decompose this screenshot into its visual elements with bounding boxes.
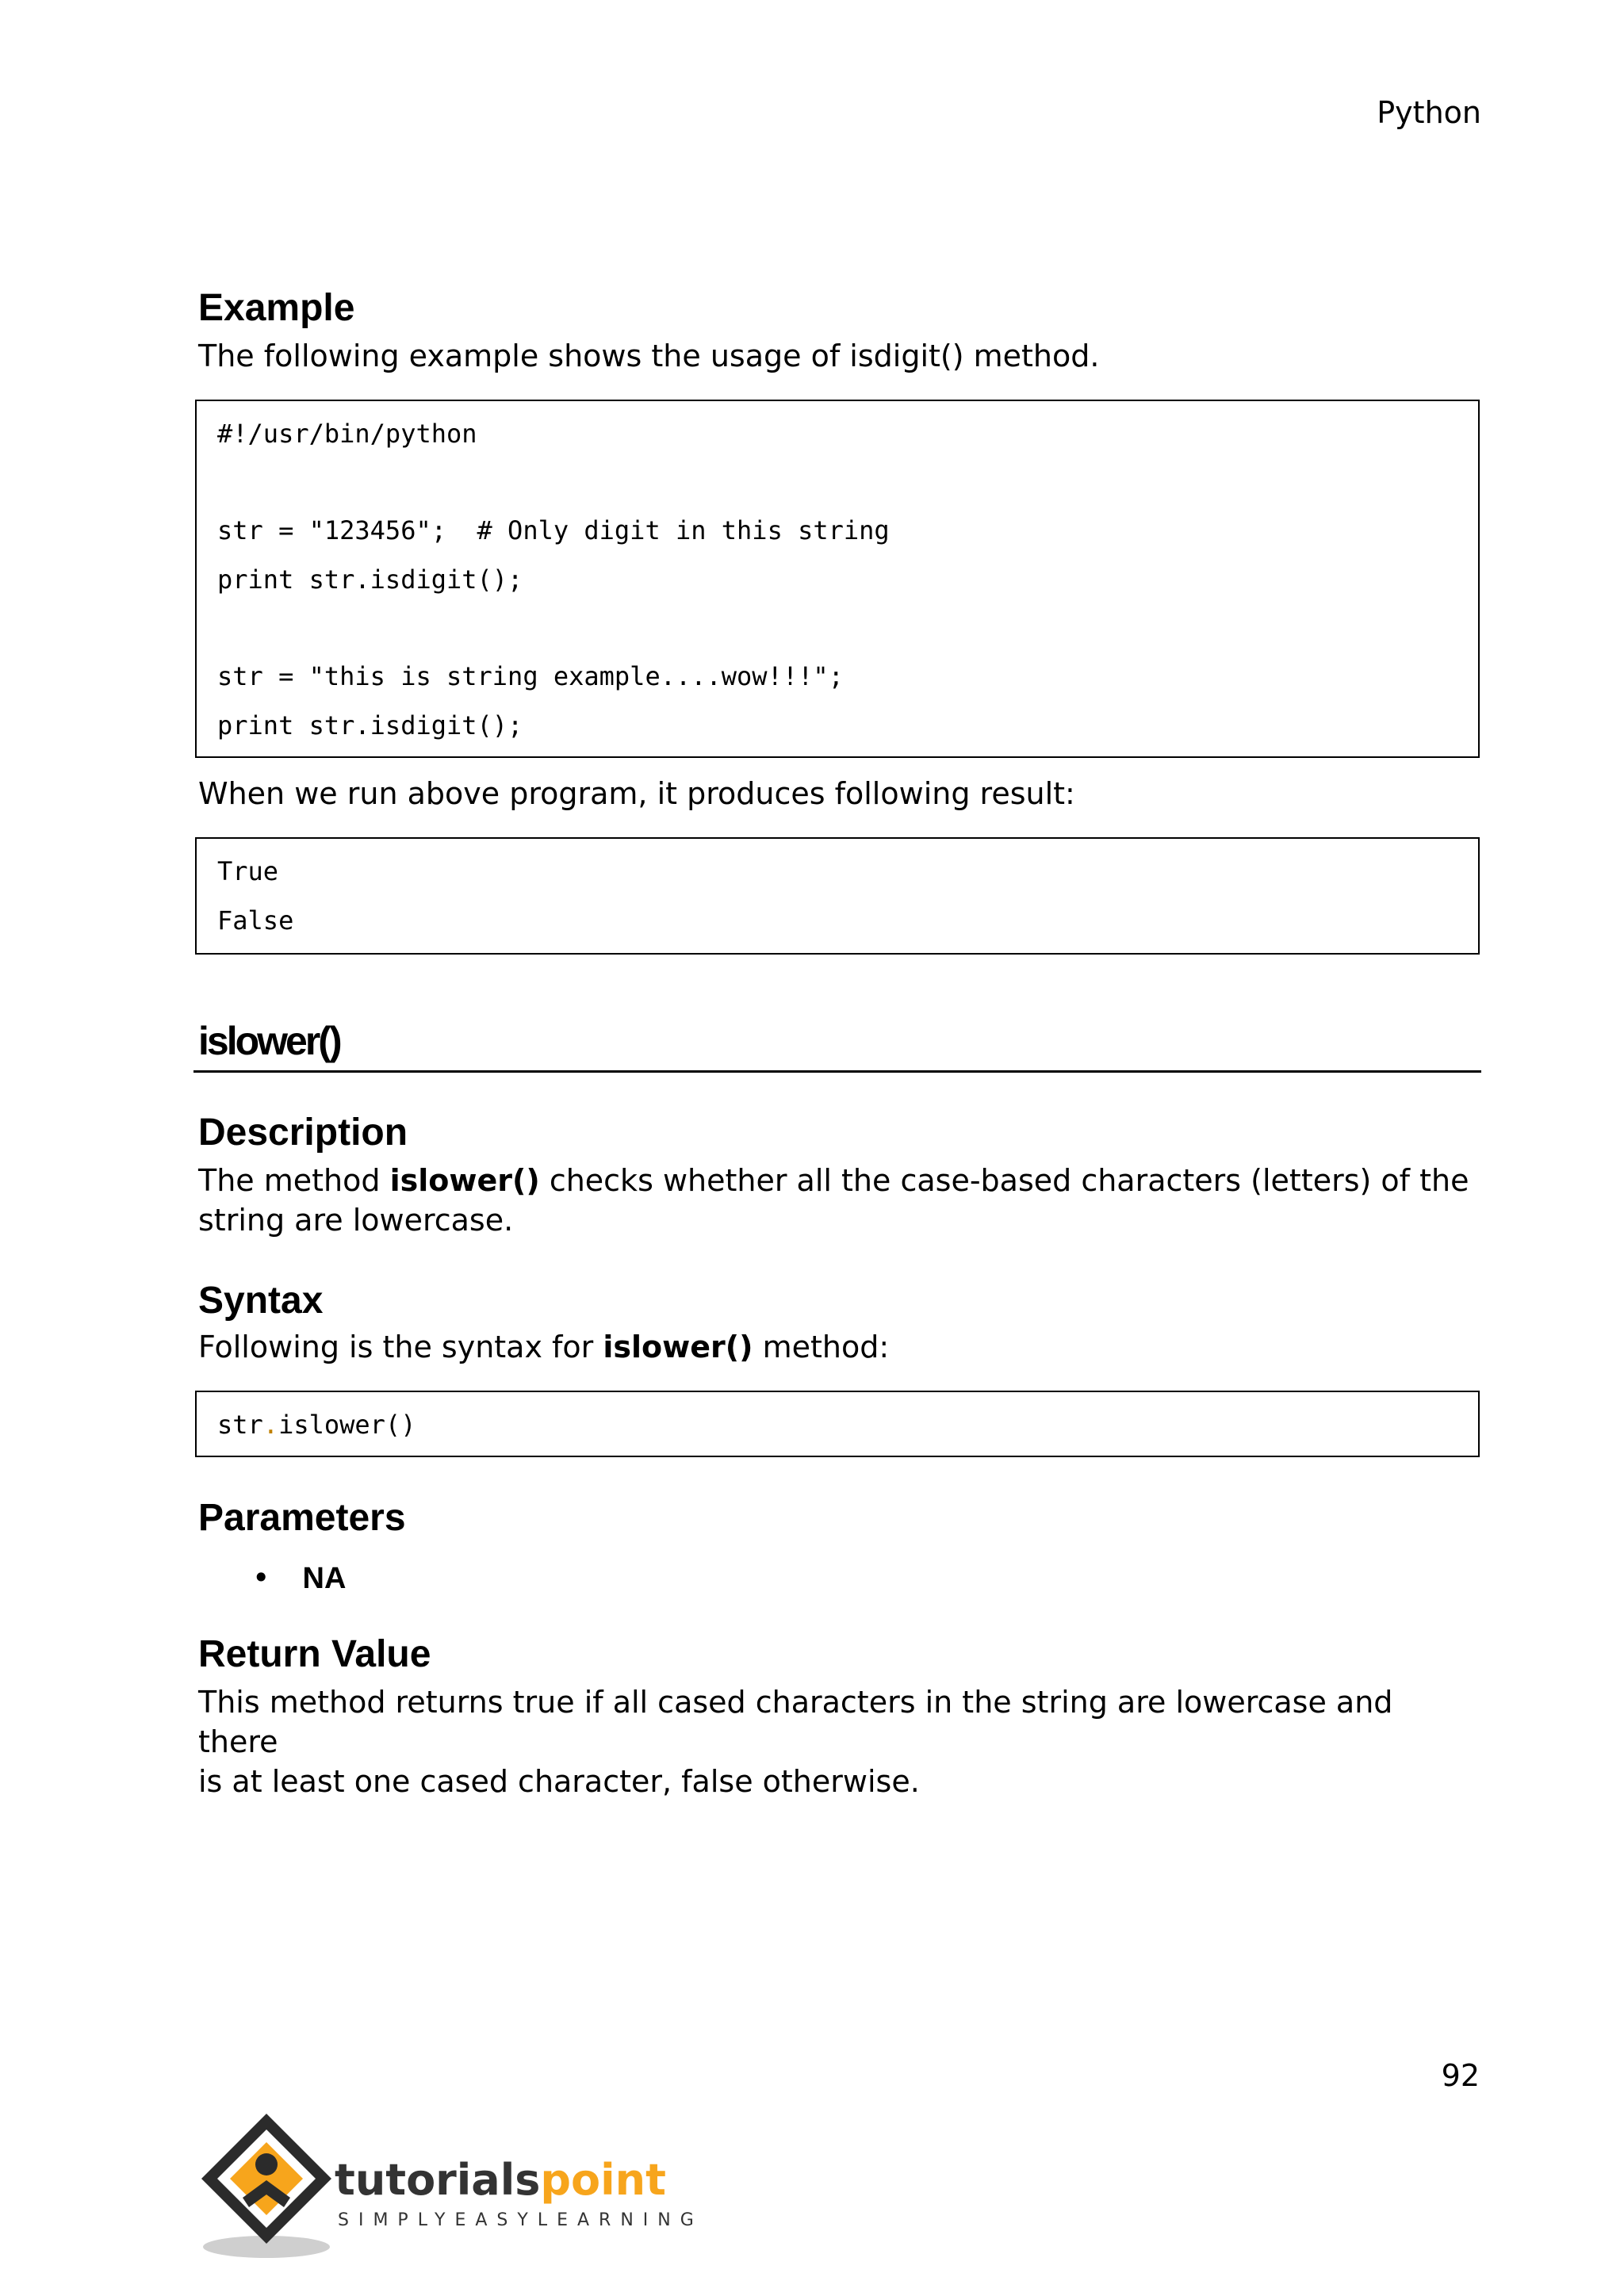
description-text [198,1161,1481,1240]
logo-word-point: point [540,2155,666,2205]
return-value-heading-text: Return Value [198,1633,431,1675]
description-heading [198,1110,1481,1156]
description-text-line2: string are lowercase. [198,1203,514,1238]
return-value-text [198,1682,1481,1801]
code-method: islower() [278,1410,416,1440]
return-value-heading [198,1632,1481,1678]
return-value-paragraph [198,1682,1481,1801]
code-object: str [217,1410,263,1440]
description-text-after: checks whether all the case-based characters (letters) of the [539,1163,1469,1198]
list-item [252,1560,346,1596]
syntax-intro-text [198,1327,1481,1367]
parameters-heading [198,1495,1481,1541]
logo-wordmark [335,2155,666,2205]
logo-diamond-icon [195,2110,338,2261]
code-line: #!/usr/bin/python [217,419,477,449]
syntax-code-line [217,1410,416,1440]
parameter-item: NA [302,1562,347,1595]
syntax-text-after: method: [753,1330,890,1364]
description-paragraph [198,1161,1481,1240]
code-line: print str.isdigit(); [217,564,523,595]
syntax-heading [198,1278,1481,1324]
page-number: 92 [1441,2058,1480,2093]
example-heading [198,285,1481,331]
output-line: False [217,905,294,936]
description-heading-text: Description [198,1112,408,1154]
syntax-heading-text: Syntax [198,1280,324,1322]
example-heading-text: Example [198,287,355,329]
result-intro [198,774,1481,813]
code-line: str = "this is string example....wow!!!"; [217,661,844,691]
code-dot: . [262,1410,279,1440]
result-intro-text: When we run above program, it produces following result: [198,776,1075,811]
syntax-code-block [195,1391,1480,1457]
return-value-line2: is at least one cased character, false otherwise. [198,1764,920,1799]
logo-word-tutorials: tutorials [335,2155,541,2205]
bullet-icon: • [252,1560,270,1595]
description-method-name: islower() [389,1163,540,1198]
section-divider [193,1070,1481,1073]
syntax-text-before: Following is the syntax for [198,1330,603,1364]
syntax-method-name: islower() [603,1330,753,1364]
logo-tagline: SIMPLYEASYLEARNING [338,2210,703,2230]
code-line: str = "123456"; # Only digit in this string [217,515,890,545]
example-intro [198,336,1481,376]
code-line: print str.isdigit(); [217,710,523,740]
section-title: islower() [198,1019,340,1063]
return-value-line1: This method returns true if all cased characters in the string are lowercase and there [198,1685,1393,1759]
output-line: True [217,856,279,886]
running-header: Python [1377,95,1481,130]
description-text-before: The method [198,1163,390,1198]
parameters-heading-text: Parameters [198,1497,406,1539]
parameters-list [252,1560,346,1596]
syntax-intro [198,1327,1481,1367]
example-intro-text: The following example shows the usage of isdigit() method. [198,339,1100,373]
example-code-block [195,400,1480,758]
output-code-block [195,837,1480,955]
